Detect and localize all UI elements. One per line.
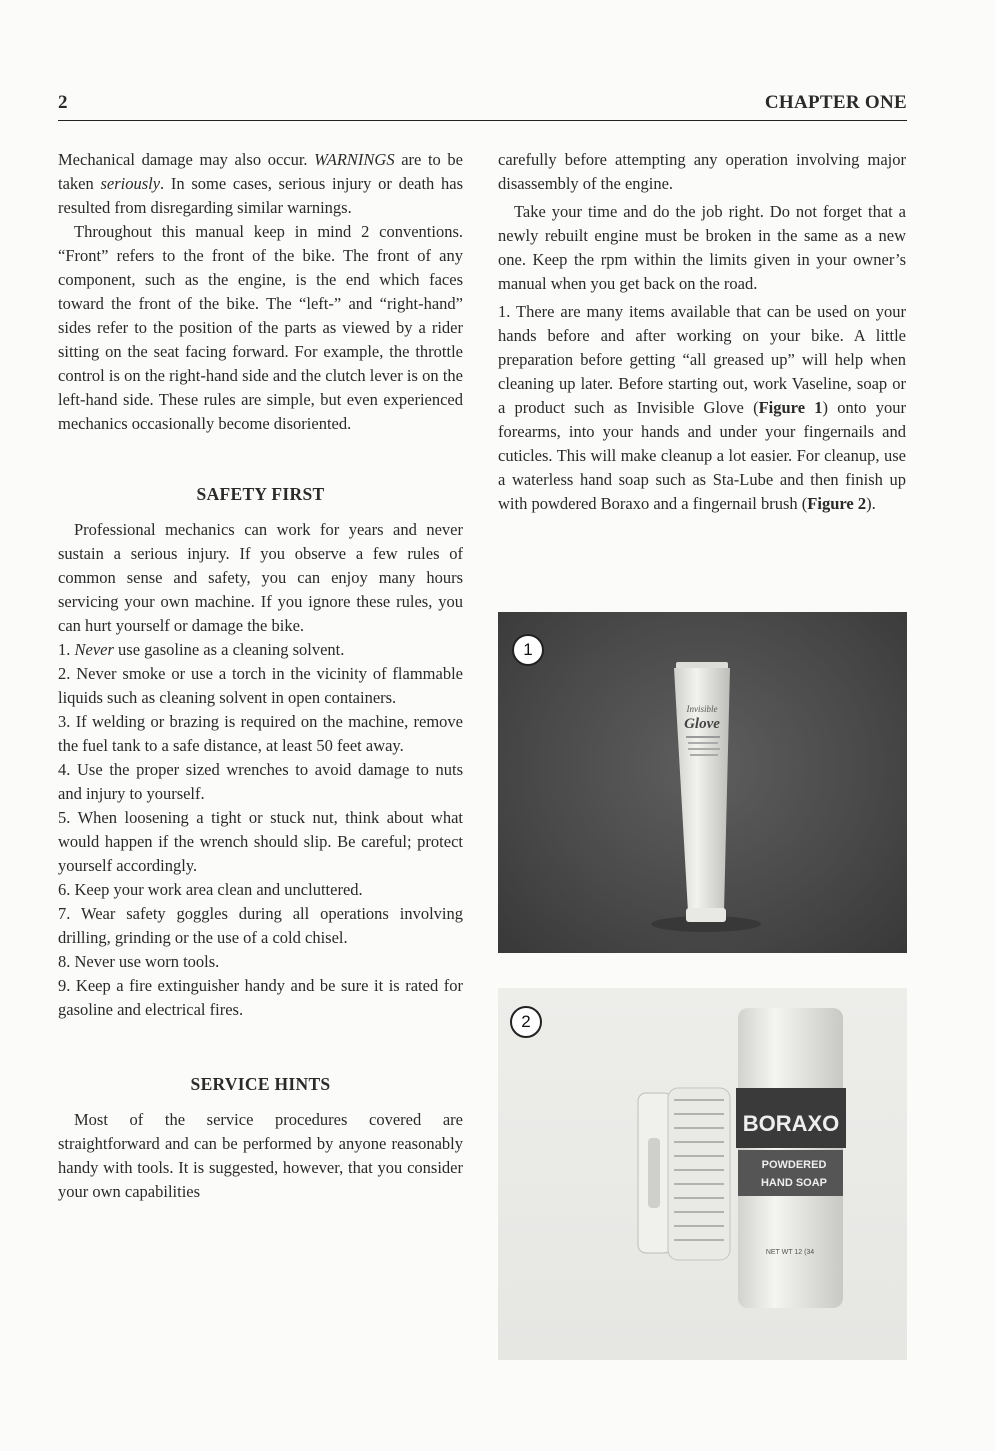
- rule-item: 4. Use the proper sized wrenches to avoid damage to nuts and injury to yourself.: [58, 760, 463, 803]
- rule-item: 5. When loosening a tight or stuck nut, think about what would happen if the wrench should slip. Be careful; protect yourself accordingly.: [58, 808, 463, 875]
- chapter-title: CHAPTER ONE: [764, 92, 907, 113]
- rule-item: 1. Never use gasoline as a cleaning solvent.: [58, 640, 345, 659]
- right-column: [498, 148, 906, 516]
- rule-item: 7. Wear safety goggles during all operations involving drilling, grinding or the use of a cold chisel.: [58, 904, 463, 947]
- right-paragraph-1: carefully before attempting any operation involving major disassembly of the engine.: [498, 150, 906, 193]
- rule-item: 2. Never smoke or use a torch in the vicinity of flammable liquids such as cleaning solvent in open containers.: [58, 664, 463, 707]
- hand-soap-label: HAND SOAP: [760, 1177, 828, 1189]
- right-paragraph-3: 1. There are many items available that can be used on your hands before and after working on your bike. A little preparation before getting “all greased up” will help when cleaning up later. Before starting out, work Vaseline, soap or a product such as Invisible Glove (Figure 1) onto your forearms, into your hands and under your fingernails and cuticles. This will make cleanup a lot easier. For cleanup, use a waterless hand soap such as Sta-Lube and then finish up with powdered Boraxo and a fingernail brush (Figure 2).: [498, 302, 906, 513]
- page-number: 2: [58, 92, 68, 113]
- page-header: [58, 90, 907, 121]
- safety-intro: Professional mechanics can work for years and never sustain a serious injury. If you observe a few rules of common sense and safety, you can enjoy many hours servicing your own machine. If you ignore these rules, you can hurt yourself or damage the bike.: [58, 520, 463, 635]
- powdered-label: POWDERED: [761, 1159, 827, 1171]
- figure-2-photo: [498, 988, 907, 1360]
- tube-brand-label: Invisible: [686, 704, 718, 714]
- invisible-glove-tube-image: [498, 612, 907, 953]
- rule-item: 8. Never use worn tools.: [58, 952, 220, 971]
- right-paragraph-2: Take your time and do the job right. Do not forget that a newly rebuilt engine must be broken in the same as a new one. Keep the rpm within the limits given in your owner’s manual when you get back on the road.: [498, 202, 906, 293]
- boraxo-and-brush-image: [498, 988, 907, 1360]
- intro-paragraph-1: Mechanical damage may also occur. WARNINGS are to be taken seriously. In some cases, serious injury or death has resulted from disregarding similar warnings.: [58, 150, 464, 217]
- rule-item: 9. Keep a fire extinguisher handy and be sure it is rated for gasoline and electrical fires.: [58, 976, 463, 1019]
- rule-item: 6. Keep your work area clean and uncluttered.: [58, 880, 363, 899]
- service-heading: SERVICE HINTS: [190, 1074, 331, 1094]
- net-weight-label: NET WT 12 (34: [765, 1249, 815, 1256]
- left-column: [58, 148, 463, 1204]
- figure-1-photo: [498, 612, 907, 953]
- figure-number-badge: 1: [512, 634, 544, 666]
- figure-number-badge: 2: [510, 1006, 542, 1038]
- service-paragraph: Most of the service procedures covered are straightforward and can be performed by anyone reasonably handy with tools. It is suggested, however, that you consider your own capabilities: [58, 1110, 463, 1201]
- tube-product-label: Glove: [684, 716, 720, 732]
- boraxo-label: BORAXO: [742, 1111, 840, 1136]
- intro-paragraph-2: Throughout this manual keep in mind 2 conventions. “Front” refers to the front of the bike. The front of any component, such as the engine, is the end which faces toward the front of the bike. The “left-” and “right-hand” sides refer to the position of the parts as viewed by a rider sitting on the seat facing forward. For example, the throttle control is on the right-hand side and the clutch lever is on the left-hand side. These rules are simple, but even experienced mechanics occasionally become disoriented.: [58, 222, 463, 433]
- rule-item: 3. If welding or brazing is required on the machine, remove the fuel tank to a safe distance, at least 50 feet away.: [58, 712, 463, 755]
- safety-heading: SAFETY FIRST: [196, 484, 325, 504]
